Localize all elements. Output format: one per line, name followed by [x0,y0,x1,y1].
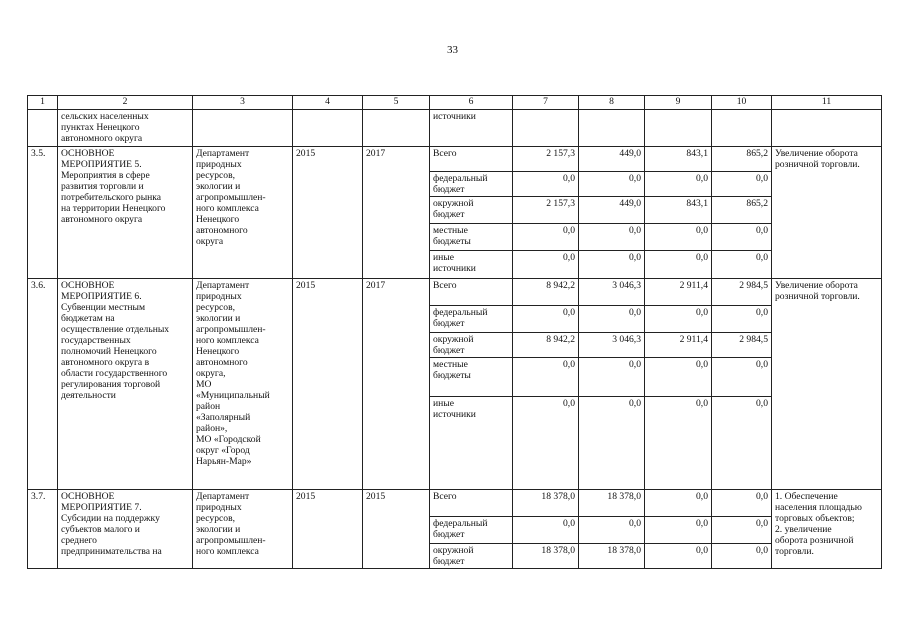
table-row [28,279,882,306]
amount-2017: 0,0 [712,517,772,544]
amount-2015: 3 046,3 [579,279,645,306]
amount-2015: 18 378,0 [579,490,645,517]
amount-2016: 0,0 [645,306,712,333]
amount-2017: 0,0 [712,490,772,517]
funding-source-label: местные бюджеты [430,358,513,397]
funding-source-label: окружной бюджет [430,197,513,224]
amount-2017: 2 984,5 [712,333,772,358]
amount-total: 18 378,0 [513,544,579,569]
amount-total: 2 157,3 [513,197,579,224]
amount-2017: 865,2 [712,147,772,172]
col-header: 5 [363,96,430,110]
measure-executor: Департамент природных ресурсов, экологии и агропромышлен- ного комплекса Ненецкого автономного округа, МО «Муниципальный район «Заполярный район», МО «Городской округ «Город Нарьян-Мар» [193,279,293,490]
amount-total: 8 942,2 [513,333,579,358]
col-header: 6 [430,96,513,110]
amount-2015: 0,0 [579,358,645,397]
amount-2015: 0,0 [579,251,645,279]
start-year: 2015 [293,279,363,490]
col-header: 10 [712,96,772,110]
funding-source-label: иные источники [430,397,513,490]
cell-empty [579,110,645,147]
funding-source-label: окружной бюджет [430,544,513,569]
amount-2016: 0,0 [645,397,712,490]
amount-2017: 0,0 [712,397,772,490]
table-row [28,147,882,172]
cell-empty [712,110,772,147]
amount-total: 18 378,0 [513,490,579,517]
cell-empty [645,110,712,147]
start-year: 2015 [293,490,363,569]
amount-2017: 0,0 [712,306,772,333]
cell-empty [513,110,579,147]
expected-result: 1. Обеспечение населения площадью торговых объектов; 2. увеличение оборота розничной торговли. [772,490,882,569]
funding-source-label: Всего [430,279,513,306]
measure-executor: Департамент природных ресурсов, экологии и агропромышлен- ного комплекса [193,490,293,569]
amount-total: 0,0 [513,397,579,490]
funding-source-label: иные источники [430,251,513,279]
funding-source-label: Всего [430,490,513,517]
amount-2017: 0,0 [712,251,772,279]
end-year: 2015 [363,490,430,569]
amount-2016: 2 911,4 [645,279,712,306]
cell-empty [772,110,882,147]
funding-source-label: федеральный бюджет [430,517,513,544]
col-header: 9 [645,96,712,110]
amount-2016: 0,0 [645,490,712,517]
funding-source-label: федеральный бюджет [430,172,513,197]
amount-2016: 0,0 [645,251,712,279]
amount-total: 0,0 [513,517,579,544]
amount-total: 0,0 [513,172,579,197]
funding-source-label: окружной бюджет [430,333,513,358]
program-table [27,95,882,569]
amount-2016: 2 911,4 [645,333,712,358]
amount-2016: 843,1 [645,147,712,172]
continuation-row [28,110,882,147]
cell-empty [28,110,58,147]
end-year: 2017 [363,147,430,279]
end-year: 2017 [363,279,430,490]
col-header: 1 [28,96,58,110]
measure-name-continued: сельских населенных пунктах Ненецкого автономного округа [58,110,193,147]
col-header: 3 [193,96,293,110]
amount-2015: 18 378,0 [579,544,645,569]
amount-2015: 449,0 [579,197,645,224]
amount-total: 0,0 [513,306,579,333]
source-label-continued: источники [430,110,513,147]
funding-source-label: Всего [430,147,513,172]
col-header: 8 [579,96,645,110]
amount-2016: 0,0 [645,517,712,544]
amount-2017: 2 984,5 [712,279,772,306]
amount-2015: 0,0 [579,306,645,333]
amount-2016: 843,1 [645,197,712,224]
amount-total: 0,0 [513,358,579,397]
amount-2017: 0,0 [712,224,772,251]
amount-2015: 0,0 [579,517,645,544]
col-header: 4 [293,96,363,110]
amount-2017: 865,2 [712,197,772,224]
expected-result: Увеличение оборота розничной торговли. [772,147,882,279]
amount-2017: 0,0 [712,544,772,569]
measure-executor: Департамент природных ресурсов, экологии и агропромышлен- ного комплекса Ненецкого автономного округа [193,147,293,279]
amount-2017: 0,0 [712,172,772,197]
amount-2015: 0,0 [579,224,645,251]
measure-number: 3.5. [28,147,58,279]
measure-name: ОСНОВНОЕ МЕРОПРИЯТИЕ 7. Субсидии на поддержку субъектов малого и среднего предпринимательства на [58,490,193,569]
col-header: 7 [513,96,579,110]
measure-number: 3.7. [28,490,58,569]
col-header: 2 [58,96,193,110]
header-row [28,96,882,110]
measure-name: ОСНОВНОЕ МЕРОПРИЯТИЕ 5. Мероприятия в сфере развития торговли и потребительского рынка на территории Ненецкого автономного округа [58,147,193,279]
start-year: 2015 [293,147,363,279]
table-row [28,490,882,517]
amount-2016: 0,0 [645,544,712,569]
amount-total: 0,0 [513,224,579,251]
funding-source-label: местные бюджеты [430,224,513,251]
amount-total: 2 157,3 [513,147,579,172]
amount-total: 0,0 [513,251,579,279]
amount-2017: 0,0 [712,358,772,397]
measure-number: 3.6. [28,279,58,490]
amount-2015: 0,0 [579,397,645,490]
expected-result: Увеличение оборота розничной торговли. [772,279,882,490]
amount-2015: 449,0 [579,147,645,172]
cell-empty [193,110,293,147]
col-header: 11 [772,96,882,110]
amount-2016: 0,0 [645,172,712,197]
cell-empty [363,110,430,147]
page-number: 33 [447,44,458,56]
funding-source-label: федеральный бюджет [430,306,513,333]
cell-empty [293,110,363,147]
amount-2015: 3 046,3 [579,333,645,358]
measure-name: ОСНОВНОЕ МЕРОПРИЯТИЕ 6. Субвенции местным бюджетам на осуществление отдельных государственных полномочий Ненецкого автономного округа в области государственного регулирования торговой деятельности [58,279,193,490]
amount-total: 8 942,2 [513,279,579,306]
amount-2015: 0,0 [579,172,645,197]
amount-2016: 0,0 [645,224,712,251]
amount-2016: 0,0 [645,358,712,397]
